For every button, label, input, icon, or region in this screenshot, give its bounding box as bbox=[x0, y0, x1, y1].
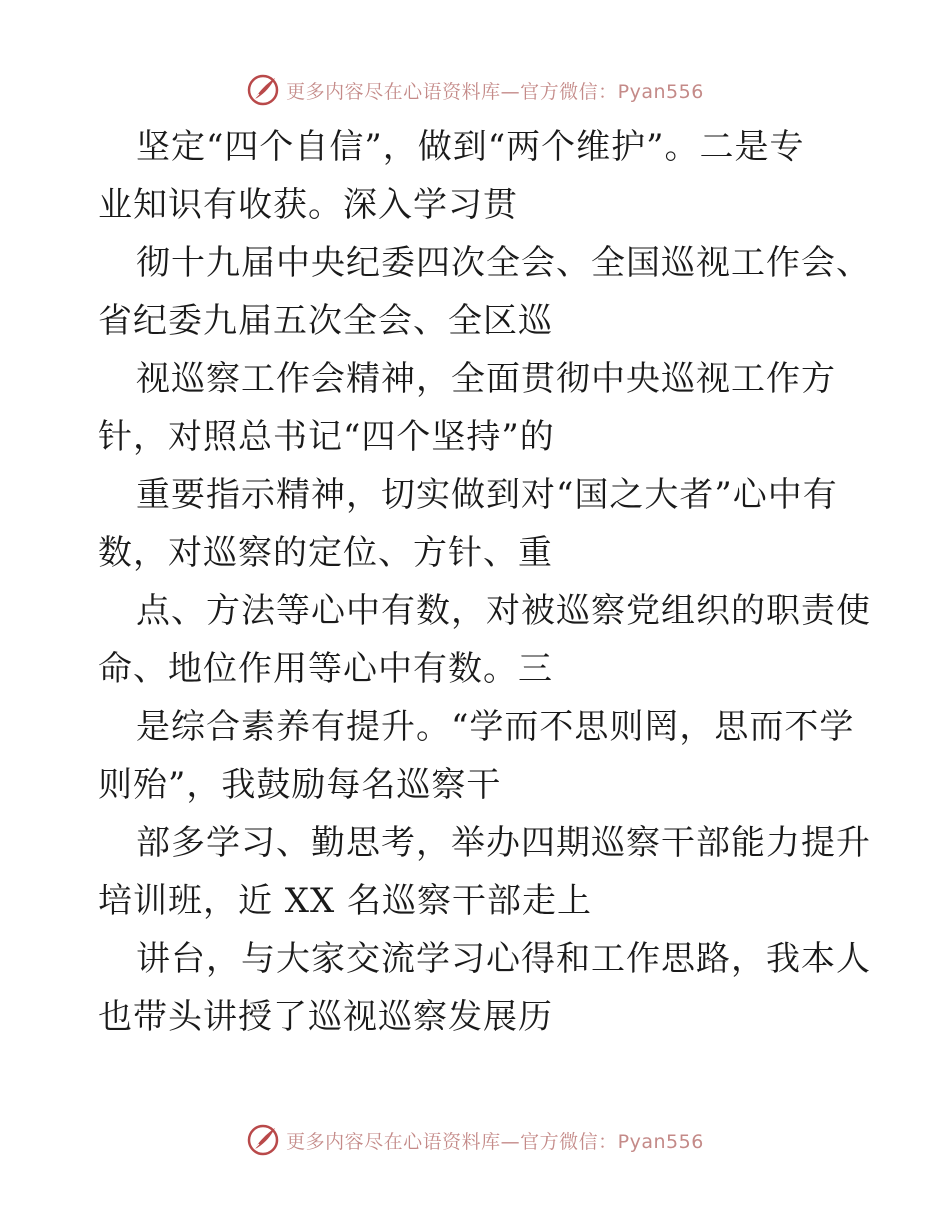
text-line: 重要指示精神，切实做到对“国之大者”心中有 bbox=[136, 475, 838, 515]
text-line: 讲台，与大家交流学习心得和工作思路，我本人 bbox=[136, 939, 871, 979]
text-line: 部多学习、勤思考，举办四期巡察干部能力提升 bbox=[136, 823, 871, 863]
text-line: 也带头讲授了巡视巡察发展历 bbox=[98, 997, 553, 1037]
text-line: 培训班，近 XX 名巡察干部走上 bbox=[98, 881, 593, 921]
text-line: 视巡察工作会精神，全面贯彻中央巡视工作方 bbox=[136, 359, 836, 399]
text-line: 则殆”，我鼓励每名巡察干 bbox=[98, 765, 502, 805]
watermark-text: 更多内容尽在心语资料库—官方微信：Pyan556 bbox=[286, 1130, 704, 1153]
text-line: 坚定“四个自信”，做到“两个维护”。二是专 bbox=[136, 127, 805, 167]
text-line: 命、地位作用等心中有数。三 bbox=[98, 649, 553, 689]
document-body bbox=[98, 118, 871, 1046]
text-line: 省纪委九届五次全会、全区巡 bbox=[98, 301, 553, 341]
header-watermark bbox=[0, 70, 950, 110]
text-line: 点、方法等心中有数，对被巡察党组织的职责使 bbox=[136, 591, 871, 631]
text-line: 彻十九届中央纪委四次全会、全国巡视工作会、 bbox=[136, 243, 871, 283]
quill-logo-icon bbox=[246, 73, 280, 107]
text-line: 针，对照总书记“四个坚持”的 bbox=[98, 417, 555, 457]
quill-logo-icon bbox=[246, 1123, 280, 1157]
footer-watermark bbox=[0, 1120, 950, 1160]
text-line: 业知识有收获。深入学习贯 bbox=[98, 185, 518, 225]
text-line: 数，对巡察的定位、方针、重 bbox=[98, 533, 553, 573]
watermark-text: 更多内容尽在心语资料库—官方微信：Pyan556 bbox=[286, 80, 704, 103]
text-line: 是综合素养有提升。“学而不思则罔，思而不学 bbox=[136, 707, 855, 747]
